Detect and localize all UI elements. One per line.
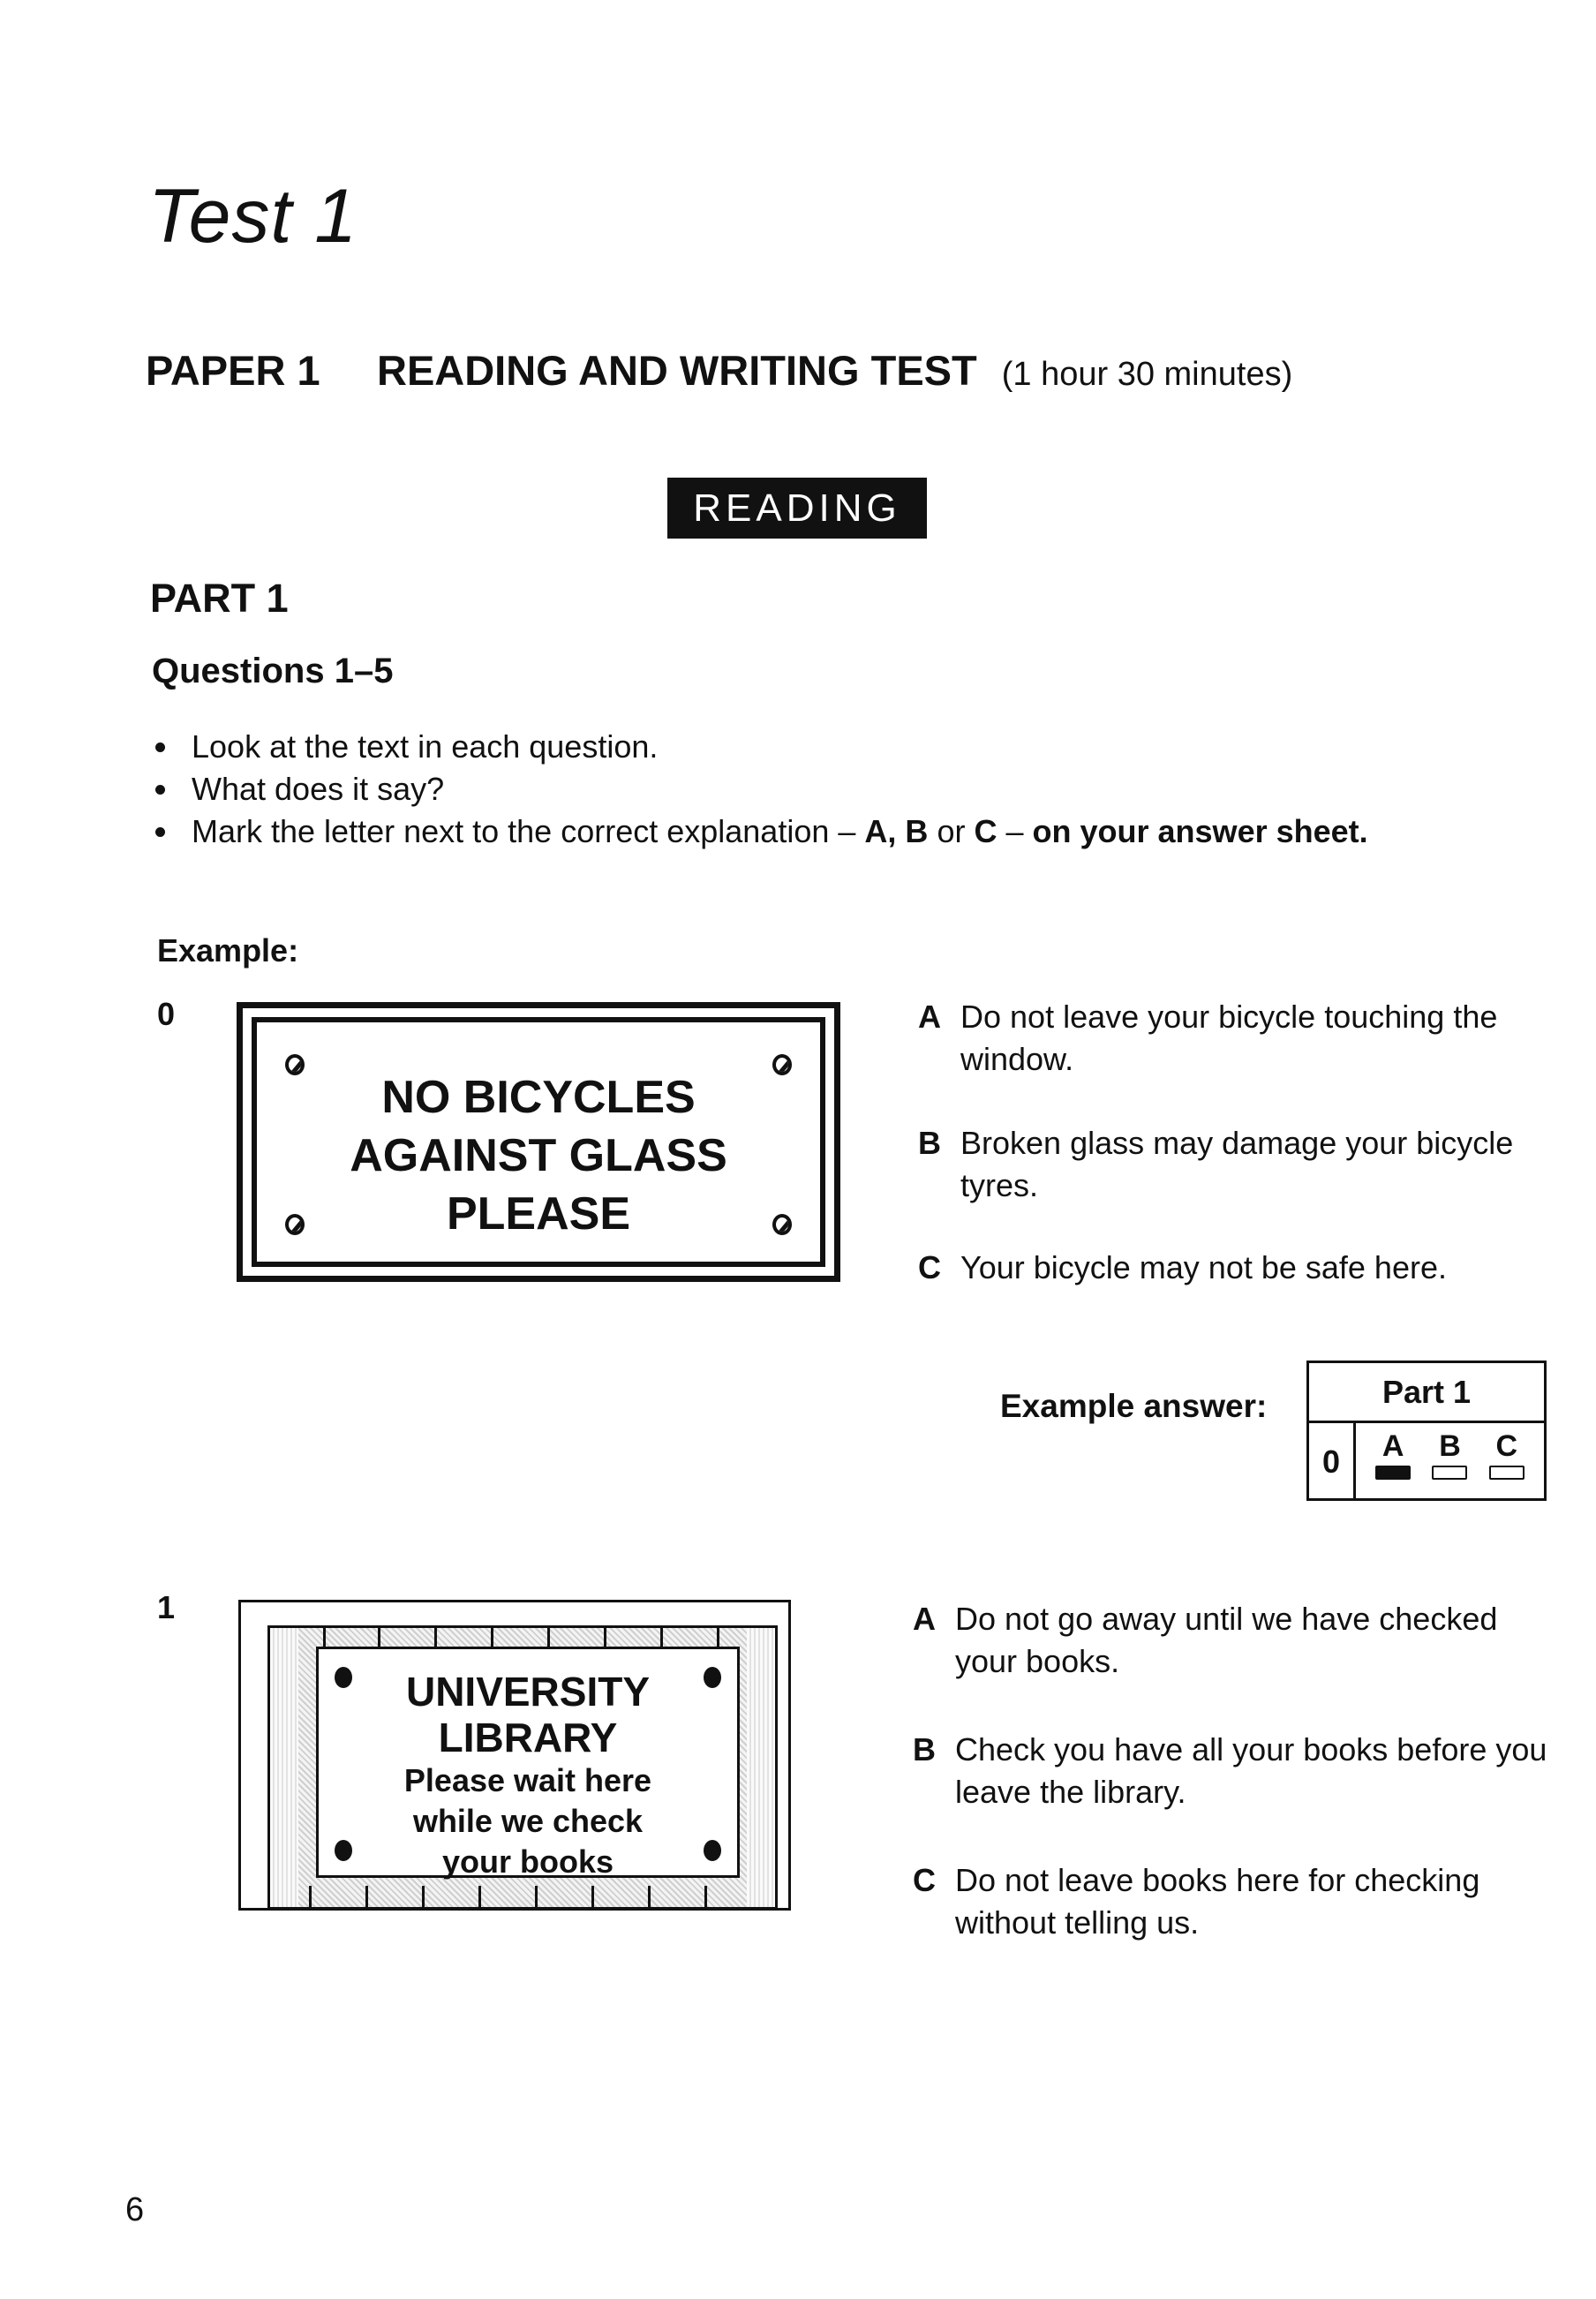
bolt-icon (704, 1667, 721, 1688)
example-option-c: C Your bicycle may not be safe here. (918, 1249, 1447, 1285)
sign-title: UNIVERSITY LIBRARY (405, 1669, 651, 1760)
sign-inner-border (252, 1017, 825, 1267)
instruction-item: Mark the letter next to the correct explanation – A, B or C – on your answer sheet. (152, 810, 1368, 853)
part-title: PART 1 (150, 576, 289, 621)
questions-range: Questions 1–5 (152, 652, 394, 690)
example-sign (237, 1002, 840, 1282)
wall-pillar (270, 1628, 298, 1907)
answer-row-number: 0 (1309, 1423, 1356, 1501)
answer-mark-b (1432, 1466, 1467, 1480)
sign-frame (238, 1600, 791, 1911)
brick-divider (478, 1886, 481, 1907)
paper-title: READING AND WRITING TEST (377, 347, 977, 394)
example-answer-sheet (1306, 1361, 1547, 1501)
section-badge-reading: READING (667, 478, 927, 539)
bullet-icon (155, 827, 165, 837)
example-number: 0 (157, 996, 176, 1032)
answer-choice-c: C (1489, 1430, 1524, 1501)
instruction-item: Look at the text in each question. (152, 726, 1368, 768)
example-option-b: B Broken glass may damage your bicycle tyres. (918, 1125, 1514, 1203)
brick-divider (704, 1886, 707, 1907)
answer-choice-a: A (1375, 1430, 1411, 1501)
bolt-icon (335, 1840, 352, 1861)
answer-sheet-header: Part 1 (1309, 1363, 1544, 1423)
bullet-icon (155, 785, 165, 795)
brick-divider (422, 1886, 425, 1907)
paper-label: PAPER 1 (146, 347, 320, 394)
instructions-list (152, 726, 1368, 853)
question-1-option-b: B Check you have all your books before you leave the library. (913, 1731, 1547, 1810)
answer-row (1309, 1423, 1544, 1501)
brick-divider (365, 1886, 368, 1907)
sign-plate (316, 1647, 740, 1878)
answer-mark-a (1375, 1466, 1411, 1480)
question-1-option-c: C Do not leave books here for checking without telling us. (913, 1862, 1480, 1941)
question-1-sign (228, 1600, 793, 1918)
brick-divider (535, 1886, 538, 1907)
answer-choices (1356, 1423, 1544, 1501)
bolt-icon (704, 1840, 721, 1861)
instruction-item: What does it say? (152, 768, 1368, 810)
question-number: 1 (157, 1589, 176, 1625)
example-answer-label: Example answer: (1000, 1388, 1268, 1424)
question-1-option-a: A Do not go away until we have checked your books. (913, 1601, 1498, 1679)
example-label: Example: (157, 932, 299, 969)
example-option-a: A Do not leave your bicycle touching the window. (918, 999, 1498, 1077)
paper-heading (146, 346, 1292, 395)
bolt-icon (335, 1667, 352, 1688)
paper-duration: (1 hour 30 minutes) (1001, 356, 1293, 393)
brick-divider (309, 1886, 312, 1907)
sign-body: Please wait here while we check your books (403, 1762, 652, 1880)
answer-choice-b: B (1432, 1430, 1467, 1501)
bullet-icon (155, 742, 165, 752)
brick-divider (591, 1886, 594, 1907)
test-title: Test 1 (148, 174, 358, 259)
page-number: 6 (125, 2191, 145, 2228)
sign-text: NO BICYCLES AGAINST GLASS PLEASE (350, 1072, 727, 1240)
brick-divider (648, 1886, 651, 1907)
answer-mark-c (1489, 1466, 1524, 1480)
wall-pillar (747, 1628, 775, 1907)
